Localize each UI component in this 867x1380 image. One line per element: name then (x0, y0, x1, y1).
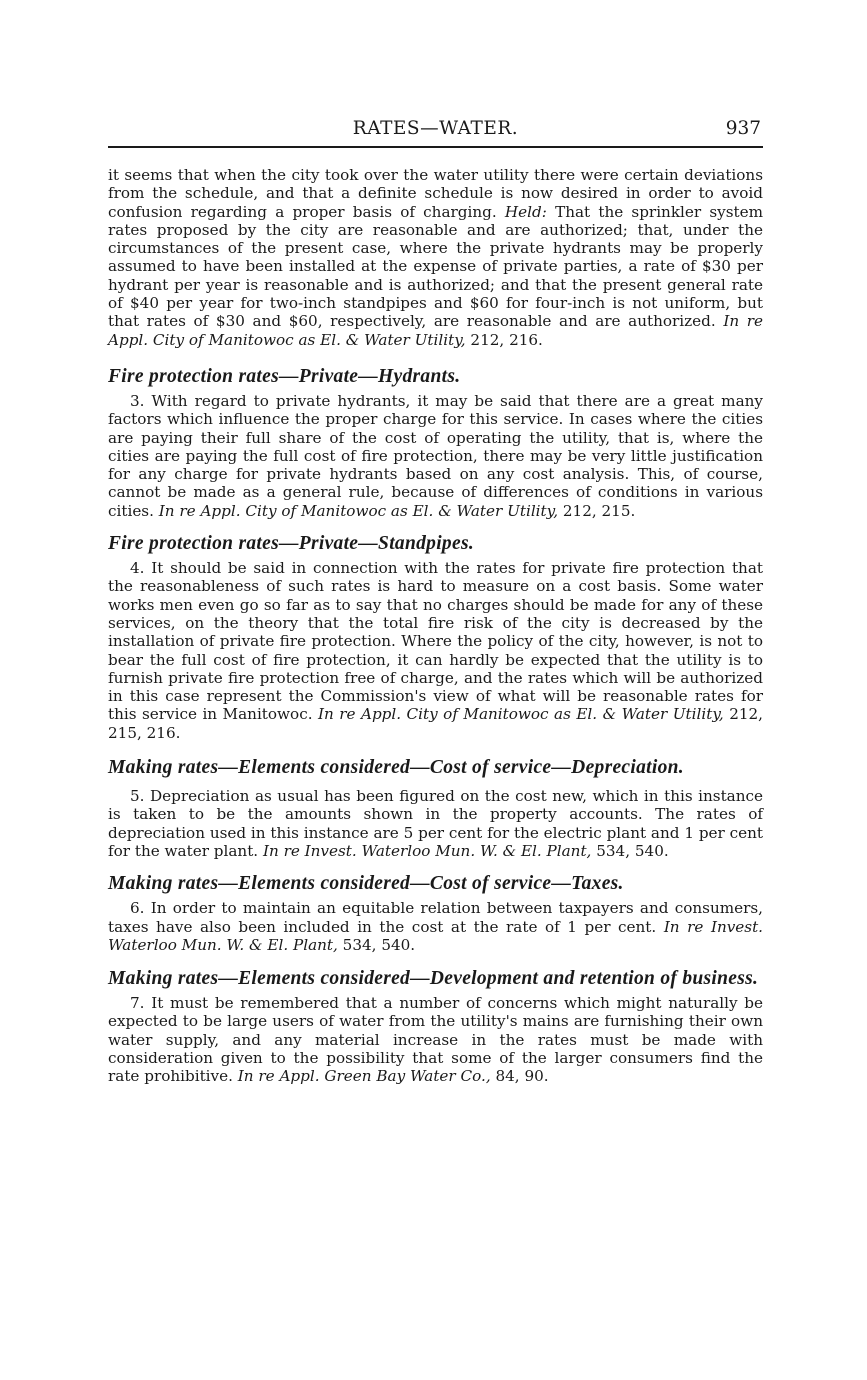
section-paragraph: 5. Depreciation as usual has been figured on the cost new, which in this instance is taken to be the amounts shown in the property accounts. The rates of depreciation used in this instance are 5 per cent for the electric plant and 1 per cent for the water plant. In re Invest. Waterloo Mun. W. & El. Plant, 534, 540. (108, 787, 763, 860)
citation: In re Invest. Waterloo Mun. W. & El. Plant, (108, 917, 764, 954)
section-paragraph: 3. With regard to private hydrants, it may be said that there are a great many factors which influence the proper charge for this service. In cases where the cities are paying their full share of the cost of operating the utility, that is, where the cities are paying the full cost of fire protection, there may be very little justification for any charge for private hydrants based on any cost analysis. This, of course, cannot be made as a general rule, because of differences of conditions in various cities. In re Appl. City of Manitowoc as El. & Water Utility, 212, 215. (108, 391, 763, 520)
section-heading: Making rates—Elements considered—Development and retention of business. (108, 968, 759, 990)
section-heading: Fire protection rates—Private—Hydrants. (108, 365, 461, 387)
citation: In re Invest. Waterloo Mun. W. & El. Plant, (262, 841, 592, 860)
section-heading: Fire protection rates—Private—Standpipes. (108, 533, 475, 555)
page-body (108, 166, 763, 1099)
citation: In re Appl. City of Manitowoc as El. & Water Utility, (108, 312, 764, 349)
held-label: Held: (504, 202, 547, 221)
section-paragraph: 7. It must be remembered that a number of concerns which might naturally be expected to be large users of water from the utility's mains are furnishing their own water supply, and any material increase in the rates must be made with consideration given to the possibility that some of the larger consumers find the rate prohibitive. In re Appl. Green Bay Water Co., 84, 90. (108, 994, 763, 1086)
section-paragraph: 6. In order to maintain an equitable relation between taxpayers and consumers, taxes have also been included in the cost at the rate of 1 per cent. In re Invest. Waterloo Mun. W. & El. Plant, 534, 540. (108, 899, 764, 954)
citation: In re Appl. City of Manitowoc as El. & Water Utility, (158, 501, 559, 520)
running-header (108, 118, 763, 148)
section-paragraph: 4. It should be said in connection with the rates for private fire protection that the reasonableness of such rates is hard to measure on a cost basis. Some water works men even go so far as to say that no charges should be made for any of these services, on the theory that the total fire risk of the city is decreased by the installation of private fire protection. Where the policy of the city, however, is not to bear the full cost of fire protection, it can hardly be expected that the utility is to furnish private fire protection free of charge, and the rates which will be authorized in this case represent the Commission's view of what will be reasonable rates for this service in Manitowoc. In re Appl. City of Manitowoc as El. & Water Utility, 212, 215, 216. (108, 559, 764, 742)
running-title: RATES—WATER. (352, 118, 519, 139)
continuation-paragraph: it seems that when the city took over the water utility there were certain deviations from the schedule, and that a definite schedule is now desired in order to avoid confusion regarding a proper basis of charging. Held: That the sprinkler system rates proposed by the city are reasonable and are authorized; that, under the circumstances of the present case, where the private hydrants may be properly assumed to have been installed at the expense of private parties, a rate of $30 per hydrant per year is reasonable and is authorized; and that the present general rate of $40 per year for two-inch standpipes and $60 for four-inch is not uniform, but that rates of $30 and $60, respectively, are reasonable and are authorized. In re Appl. City of Manitowoc as El. & Water Utility, 212, 216. (108, 166, 764, 349)
section-heading: Making rates—Elements considered—Cost of service—Depreciation. (108, 757, 684, 779)
page-number: 937 (725, 118, 761, 139)
section-heading: Making rates—Elements considered—Cost of service—Taxes. (108, 873, 624, 895)
citation: In re Appl. City of Manitowoc as El. & Water Utility, (318, 705, 724, 724)
citation: In re Appl. Green Bay Water Co., (237, 1067, 491, 1086)
